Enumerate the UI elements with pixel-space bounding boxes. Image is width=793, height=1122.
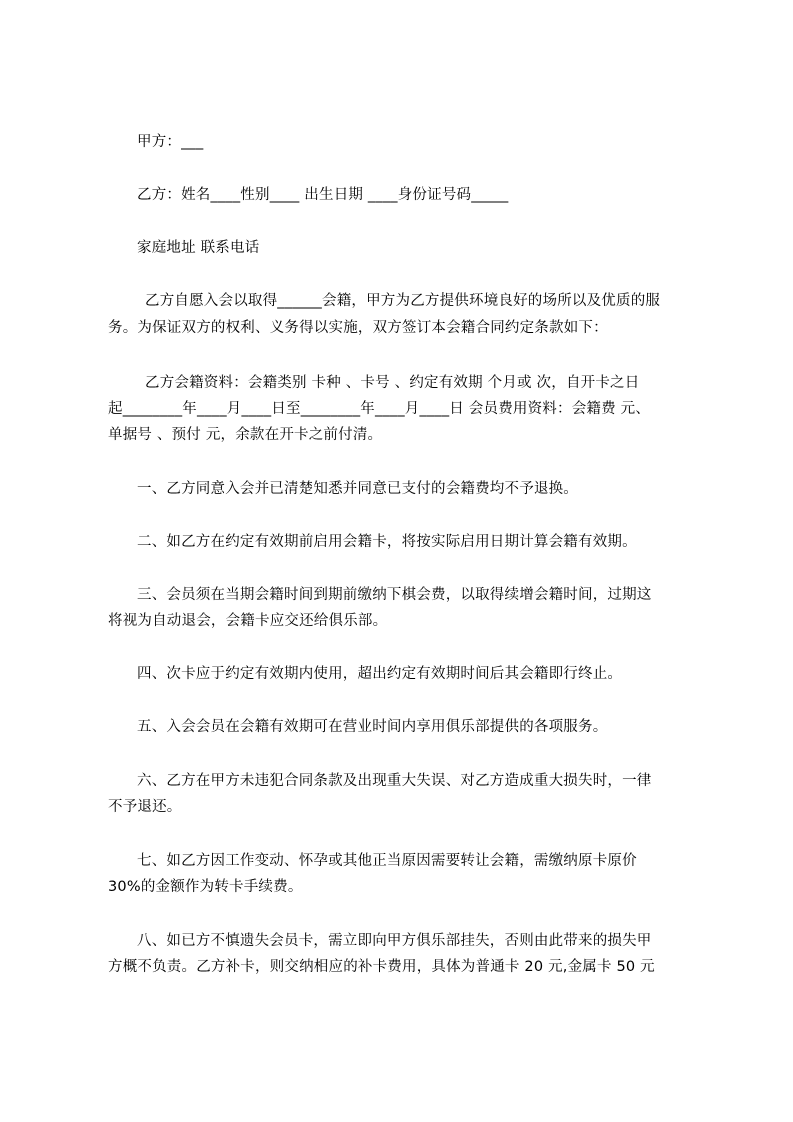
clause-8-line-1: 八、如已方不慎遗失会员卡，需立即向甲方俱乐部挂失，否则由此带来的损失甲	[137, 933, 652, 949]
party-b-line: 乙方：姓名____性别____ 出生日期 ____身份证号码_____	[137, 187, 509, 203]
membership-info-line-3: 单据号 、预付 元，余款在开卡之前付清。	[108, 427, 383, 443]
clause-6-line-2: 不予退还。	[108, 799, 182, 815]
intro-line-2: 务。为保证双方的权利、义务得以实施，双方签订本会籍合同约定条款如下：	[108, 320, 608, 336]
membership-info-line-2: 起________年____月____日至________年____月____日 会员费用资料：会籍费 元、	[108, 401, 651, 417]
clause-7-line-1: 七、如乙方因工作变动、怀孕或其他正当原因需要转让会籍，需缴纳原卡原价	[137, 853, 637, 869]
clause-4: 四、次卡应于约定有效期内使用，超出约定有效期时间后其会籍即行终止。	[137, 666, 623, 682]
intro-line-1: 乙方自愿入会以取得______会籍，甲方为乙方提供环境良好的场所以及优质的服	[145, 293, 661, 309]
home-address-line: 家庭地址 联系电话	[137, 240, 260, 256]
clause-3-line-1: 三、会员须在当期会籍时间到期前缴纳下棋会费，以取得续增会籍时间，过期这	[137, 587, 652, 603]
clause-3-line-2: 将视为自动退会，会籍卡应交还给俱乐部。	[108, 613, 388, 629]
clause-6-line-1: 六、乙方在甲方未违犯合同条款及出现重大失误、对乙方造成重大损失时，一律	[137, 773, 652, 789]
membership-info-line-1: 乙方会籍资料：会籍类别 卡种 、卡号 、约定有效期 个月或 次，自开卡之日	[145, 375, 640, 391]
clause-1: 一、乙方同意入会并已清楚知悉并同意已支付的会籍费均不予退换。	[137, 481, 578, 497]
clause-8-line-2: 方概不负责。乙方补卡，则交纳相应的补卡费用，具体为普通卡 20 元,金属卡 50 元	[108, 959, 655, 975]
clause-2: 二、如乙方在约定有效期前启用会籍卡，将按实际启用日期计算会籍有效期。	[137, 534, 637, 550]
clause-5: 五、入会会员在会籍有效期可在营业时间内享用俱乐部提供的各项服务。	[137, 719, 608, 735]
clause-7-line-2: 30%的金额作为转卡手续费。	[108, 879, 303, 895]
party-a-line: 甲方：___	[137, 134, 204, 150]
